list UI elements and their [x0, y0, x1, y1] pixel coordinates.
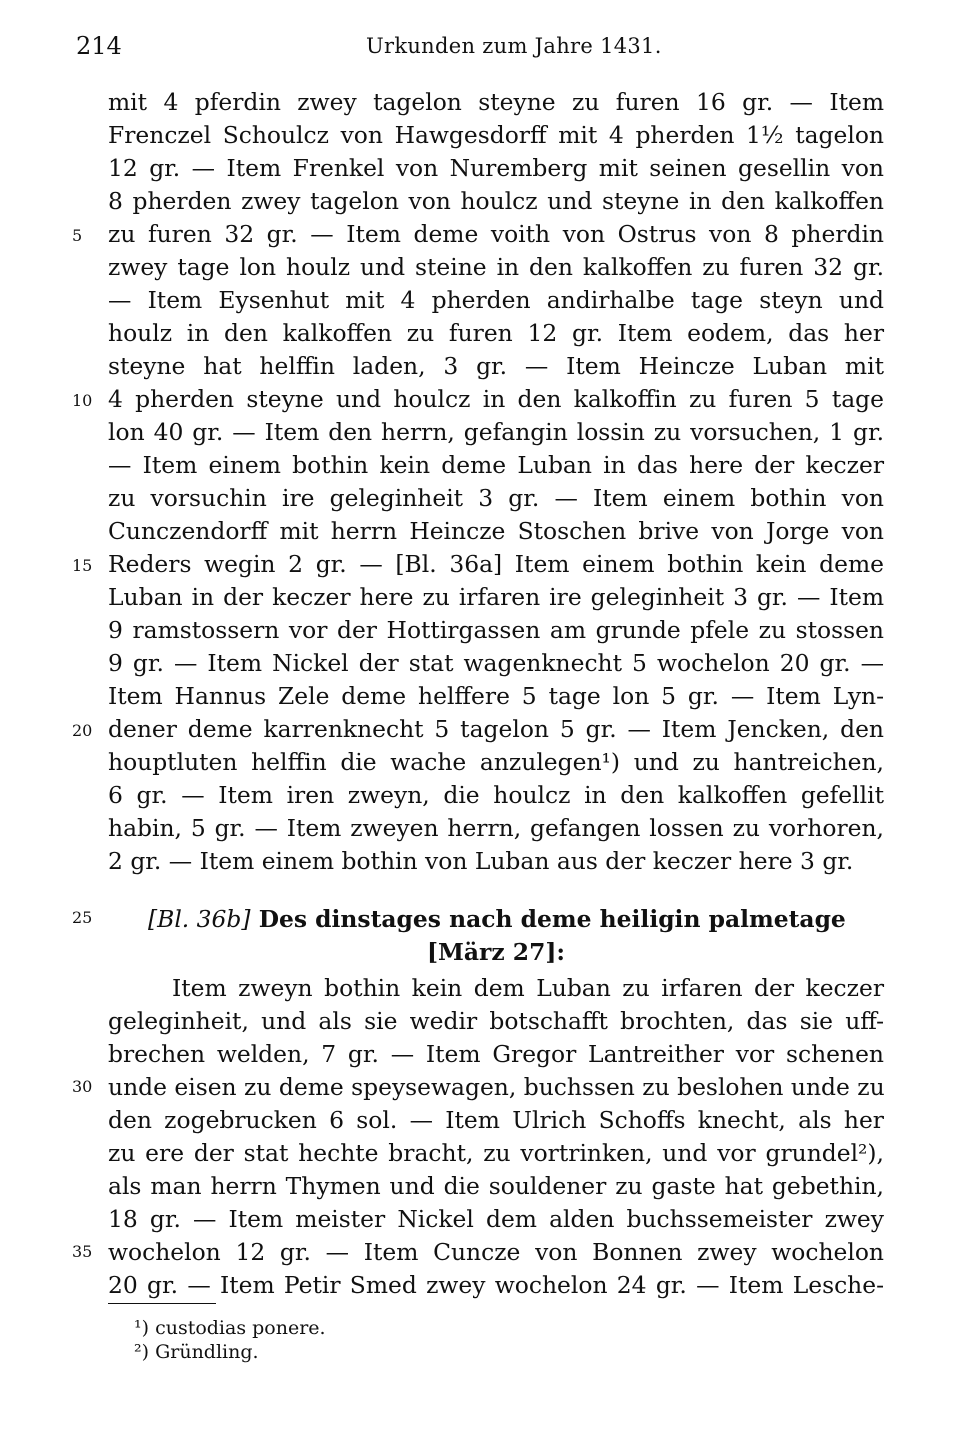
text-line: 12 gr. — Item Frenkel von Nuremberg mit seinen gesellin von [108, 154, 884, 182]
text-line: lon 40 gr. — Item den herrn, gefangin lossin zu vorsuchen, 1 gr. [108, 418, 884, 446]
text-line: Item Hannus Zele deme helffere 5 tage lon 5 gr. — Item Lyn- [108, 682, 884, 710]
text-line: zu vorsuchin ire geleginheit 3 gr. — Item einem bothin von [108, 484, 884, 512]
line-number: 15 [72, 556, 93, 575]
line-number: 10 [72, 391, 93, 410]
text-line: dener deme karrenknecht 5 tagelon 5 gr. — Item Jencken, den [108, 715, 884, 743]
line-number: 35 [72, 1242, 93, 1261]
text-line: den zogebrucken 6 sol. — Item Ulrich Schoffs knecht, als her [108, 1106, 884, 1134]
text-line: zu ere der stat hechte bracht, zu vortrinken, und vor grundel²), [108, 1139, 884, 1167]
line-number: 30 [72, 1077, 93, 1096]
running-head: Urkunden zum Jahre 1431. [366, 34, 662, 58]
text-line: houlz in den kalkoffen zu furen 12 gr. Item eodem, das her [108, 319, 884, 347]
page-header [0, 32, 960, 72]
footnote-1: ¹) custodias ponere. [134, 1317, 326, 1339]
text-line: 2 gr. — Item einem bothin von Luban aus der keczer here 3 gr. [108, 847, 854, 875]
text-line: 18 gr. — Item meister Nickel dem alden buchssemeister zwey [108, 1205, 884, 1233]
text-line: Item zweyn bothin kein dem Luban zu irfaren der keczer [172, 974, 884, 1002]
heading-title: Des dinstages nach deme heiligin palmetage [258, 905, 846, 933]
text-line: Reders wegin 2 gr. — [Bl. 36a] Item einem bothin kein deme [108, 550, 884, 578]
text-line: Luban in der keczer here zu irfaren ire geleginheit 3 gr. — Item [108, 583, 884, 611]
line-number: 25 [72, 908, 93, 927]
heading-line [148, 903, 884, 936]
text-line: 6 gr. — Item iren zweyn, die houlcz in den kalkoffen gefellit [108, 781, 884, 809]
text-line: wochelon 12 gr. — Item Cuncze von Bonnen zwey wochelon [108, 1238, 884, 1266]
footnote-divider [108, 1303, 216, 1304]
text-line: houptluten helffin die wache anzulegen¹) und zu hantreichen, [108, 748, 884, 776]
text-line: mit 4 pferdin zwey tagelon steyne zu furen 16 gr. — Item [108, 88, 884, 116]
folio-marker: [Bl. 36b] [148, 905, 251, 933]
text-line: als man herrn Thymen und die souldener zu gaste hat gebethin, [108, 1172, 884, 1200]
text-line: 9 ramstossern vor der Hottirgassen am grunde pfele zu stossen [108, 616, 884, 644]
text-line: brechen welden, 7 gr. — Item Gregor Lantreither vor schenen [108, 1040, 884, 1068]
text-line: geleginheit, und als sie wedir botschafft brochten, das sie uff- [108, 1007, 884, 1035]
text-line: zwey tage lon houlz und steine in den kalkoffen zu furen 32 gr. [108, 253, 884, 281]
text-line: steyne hat helffin laden, 3 gr. — Item Heincze Luban mit [108, 352, 884, 380]
text-line: — Item einem bothin kein deme Luban in das here der keczer [108, 451, 884, 479]
text-line: 20 gr. — Item Petir Smed zwey wochelon 24 gr. — Item Lesche- [108, 1271, 884, 1299]
page-number: 214 [76, 32, 122, 60]
text-line: zu furen 32 gr. — Item deme voith von Ostrus von 8 pherdin [108, 220, 884, 248]
text-line: Cunczendorff mit herrn Heincze Stoschen brive von Jorge von [108, 517, 884, 545]
line-number: 5 [72, 226, 83, 245]
text-line: — Item Eysenhut mit 4 pherden andirhalbe tage steyn und [108, 286, 884, 314]
text-line: unde eisen zu deme speysewagen, buchssen zu beslohen unde zu [108, 1073, 885, 1101]
footnote-2: ²) Gründling. [134, 1341, 259, 1363]
line-number: 20 [72, 721, 93, 740]
text-line: Frenczel Schoulcz von Hawgesdorff mit 4 pherden 1½ tagelon [108, 121, 884, 149]
text-line: 9 gr. — Item Nickel der stat wagenknecht 5 wochelon 20 gr. — [108, 649, 884, 677]
text-line: 4 pherden steyne und houlcz in den kalkoffin zu furen 5 tage [108, 385, 884, 413]
text-line: 8 pherden zwey tagelon von houlcz und steyne in den kalkoffen [108, 187, 884, 215]
text-line: habin, 5 gr. — Item zweyen herrn, gefangen lossen zu vorhoren, [108, 814, 884, 842]
heading-date: [März 27]: [426, 938, 566, 966]
